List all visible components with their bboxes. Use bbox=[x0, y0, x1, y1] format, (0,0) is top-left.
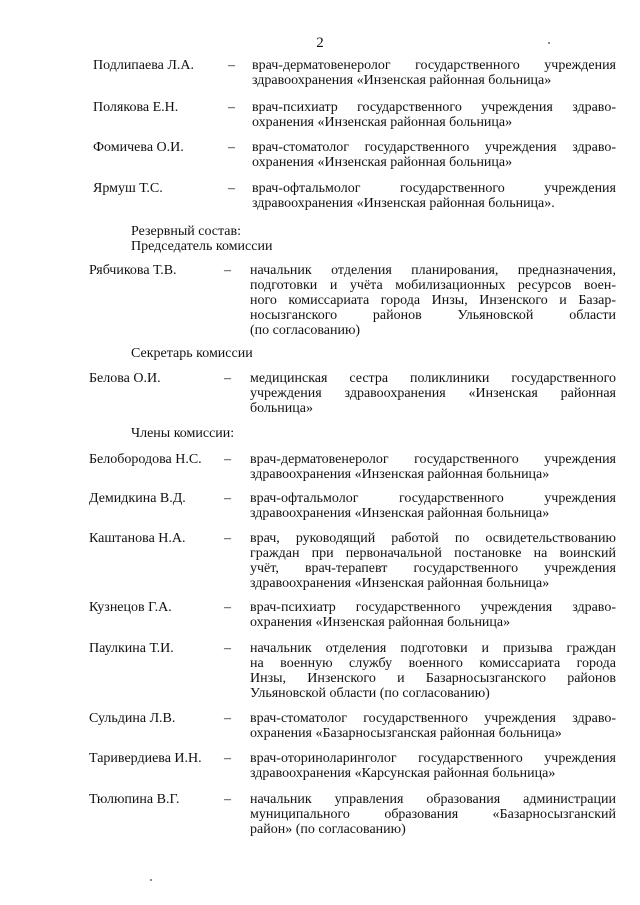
member-position: врач-дерматовенеролог государственного учреждения здравоохранения «Инзенская районная больница» bbox=[250, 452, 616, 482]
dash-separator: – bbox=[224, 641, 231, 656]
member-name: Демидкина В.Д. bbox=[89, 491, 186, 506]
member-name: Рябчикова Т.В. bbox=[89, 263, 177, 278]
member-position: врач-дерматовенеролог государственного учреждения здравоохранения «Инзенская районная больница» bbox=[252, 58, 616, 88]
dash-separator: – bbox=[224, 531, 231, 546]
member-position: врач-офтальмолог государственного учреждения здравоохранения «Инзенская районная больница». bbox=[252, 181, 616, 211]
dash-separator: – bbox=[228, 140, 235, 155]
member-name: Белобородова Н.С. bbox=[89, 452, 202, 467]
member-name: Полякова Е.Н. bbox=[93, 100, 179, 115]
member-name: Фомичева О.И. bbox=[93, 140, 184, 155]
member-position: начальник отделения планирования, предназначения, подготовки и учёта мобилизационных ресурсов воен- ного комиссариата города Инзы, Инзенского и Базар- носызганского районов Ульяновской области (по согласованию) bbox=[250, 263, 616, 338]
member-name: Каштанова Н.А. bbox=[89, 531, 186, 546]
member-position: начальник отделения подготовки и призыва граждан на военную службу военного комиссариата города Инзы, Инзенского и Базарносызганского районов Ульяновской области (по согласованию) bbox=[250, 641, 616, 701]
member-name: Подлипаева Л.А. bbox=[93, 58, 194, 73]
member-position: врач-стоматолог государственного учреждения здраво- охранения «Базарносызганская районная больница» bbox=[250, 711, 616, 741]
secretary-heading: Секретарь комиссии bbox=[131, 346, 253, 361]
dash-separator: – bbox=[228, 181, 235, 196]
dash-separator: – bbox=[224, 751, 231, 766]
member-position: врач-стоматолог государственного учреждения здраво- охранения «Инзенская районная больница» bbox=[252, 140, 616, 170]
dash-separator: – bbox=[224, 491, 231, 506]
dash-separator: – bbox=[224, 792, 231, 807]
member-name: Таривердиева И.Н. bbox=[89, 751, 202, 766]
member-position: начальник управления образования администрации муниципального образования «Базарносызганский район» (по согласованию) bbox=[250, 792, 616, 837]
dash-separator: – bbox=[224, 371, 231, 386]
member-position: медицинская сестра поликлиники государственного учреждения здравоохранения «Инзенская районная больница» bbox=[250, 371, 616, 416]
member-name: Тюлюпина В.Г. bbox=[89, 792, 180, 807]
member-position: врач-психиатр государственного учреждения здраво- охранения «Инзенская районная больница» bbox=[252, 100, 616, 130]
dash-separator: – bbox=[224, 263, 231, 278]
dash-separator: – bbox=[224, 600, 231, 615]
page-number: 2 bbox=[316, 35, 324, 51]
members-heading: Члены комиссии: bbox=[131, 426, 235, 441]
member-position: врач, руководящий работой по освидетельствованию граждан при первоначальной постановке на воинский учёт, врач-терапевт государственного учреждения здравоохранения «Инзенская районная больница» bbox=[250, 531, 616, 591]
chairman-heading: Председатель комиссии bbox=[131, 239, 273, 254]
member-position: врач-офтальмолог государственного учреждения здравоохранения «Инзенская районная больница» bbox=[250, 491, 616, 521]
member-name: Кузнецов Г.А. bbox=[89, 600, 172, 615]
member-name: Белова О.И. bbox=[89, 371, 161, 386]
dash-separator: – bbox=[228, 58, 235, 73]
member-position: врач-психиатр государственного учреждения здраво- охранения «Инзенская районная больница» bbox=[250, 600, 616, 630]
scan-speck bbox=[548, 42, 550, 44]
dash-separator: – bbox=[224, 452, 231, 467]
member-name: Ярмуш Т.С. bbox=[93, 181, 163, 196]
member-name: Сульдина Л.В. bbox=[89, 711, 176, 726]
member-name: Паулкина Т.И. bbox=[89, 641, 174, 656]
scan-speck bbox=[150, 879, 152, 881]
dash-separator: – bbox=[228, 100, 235, 115]
member-position: врач-оториноларинголог государственного учреждения здравоохранения «Карсунская районная больница» bbox=[250, 751, 616, 781]
reserve-heading: Резервный состав: bbox=[131, 224, 242, 239]
dash-separator: – bbox=[224, 711, 231, 726]
